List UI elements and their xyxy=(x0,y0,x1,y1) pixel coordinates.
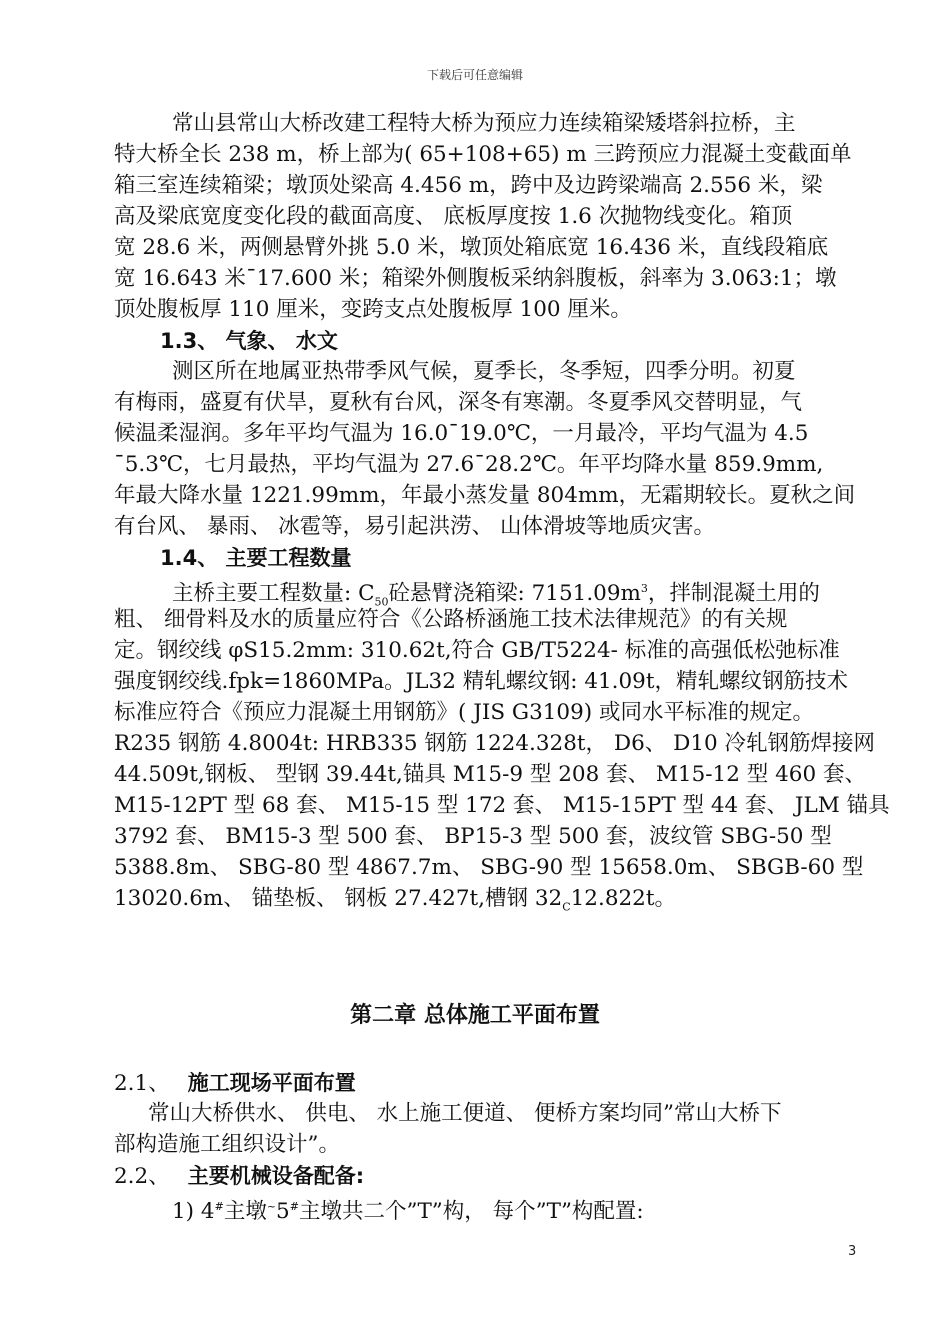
text-fragment: 5 xyxy=(276,1199,290,1225)
superscript: 3 xyxy=(640,582,648,595)
section-title: 施工现场平面布置 xyxy=(187,1071,356,1095)
text-line: 标准应符合《预应力混凝土用钢筋》( JIS G3109) 或同水平标准的规定。 xyxy=(114,700,815,725)
superscript: # xyxy=(289,1200,299,1213)
list-item xyxy=(172,1192,644,1227)
section-heading-1-4: 1.4、 主要工程数量 xyxy=(160,546,352,570)
text-fragment: 砼悬臂浇箱梁: 7151.09m xyxy=(388,581,641,607)
text-line: 顶处腹板厚 110 厘米，变跨支点处腹板厚 100 厘米。 xyxy=(114,297,632,322)
superscript: ~ xyxy=(266,1200,277,1213)
text-line: R235 钢筋 4.8004t: HRB335 钢筋 1224.328t， D6、 D10 冷轧钢筋焊接网 xyxy=(114,731,876,756)
text-line: 宽 16.643 米¯17.600 米；箱梁外侧腹板采纳斜腹板，斜率为 3.063:1；墩 xyxy=(114,266,837,291)
text-line: ¯5.3℃，七月最热，平均气温为 27.6¯28.2℃。年平均降水量 859.9mm, xyxy=(114,452,824,477)
text-line: 特大桥全长 238 m，桥上部为( 65+108+65) m 三跨预应力混凝土变截面单 xyxy=(114,142,852,167)
text-line: 常山大桥供水、 供电、 水上施工便道、 便桥方案均同”常山大桥下 xyxy=(148,1101,782,1126)
section-number: 2.1、 xyxy=(114,1071,170,1096)
text-line: 5388.8m、 SBG-80 型 4867.7m、 SBG-90 型 15658.0m、 SBGB-60 型 xyxy=(114,855,864,880)
section-number: 2.2、 xyxy=(114,1164,170,1189)
text-fragment: ，拌制混凝土用的 xyxy=(647,581,820,607)
text-line: 测区所在地属亚热带季风气候，夏季长，冬季短，四季分明。初夏 xyxy=(172,359,796,384)
text-fragment: 主桥主要工程数量: C xyxy=(172,581,375,607)
text-line: 有梅雨，盛夏有伏旱，夏秋有台风，深冬有寒潮。冬夏季风交替明显，气 xyxy=(114,390,803,415)
text-line: 强度钢绞线.fpk=1860MPa。JL32 精轧螺纹钢: 41.09t，精轧螺纹钢筋技术 xyxy=(114,669,849,694)
text-line: 部构造施工组织设计”。 xyxy=(114,1132,340,1157)
subscript: C xyxy=(562,900,571,914)
text-line: 3792 套、 BM15-3 型 500 套、 BP15-3 型 500 套，波纹管 SBG-50 型 xyxy=(114,824,832,849)
text-fragment: 1) 4 xyxy=(172,1199,215,1225)
section-heading-2-2 xyxy=(114,1161,364,1192)
text-line xyxy=(114,884,676,922)
text-line: 44.509t,钢板、 型钢 39.44t,锚具 M15-9 型 208 套、 M15-12 型 460 套、 xyxy=(114,762,866,787)
text-line: 有台风、 暴雨、 冰雹等，易引起洪涝、 山体滑坡等地质灾害。 xyxy=(114,514,716,539)
text-fragment: 12.822t。 xyxy=(570,886,676,911)
chapter-title: 第二章 总体施工平面布置 xyxy=(350,1003,600,1028)
section-heading-1-3: 1.3、 气象、 水文 xyxy=(160,329,338,353)
text-fragment: 13020.6m、 锚垫板、 钢板 27.427t,槽钢 32 xyxy=(114,886,563,911)
text-line: 候温柔湿润。多年平均气温为 16.0¯19.0℃，一月最冷，平均气温为 4.5 xyxy=(114,421,809,446)
text-line: 定。钢绞线 φS15.2mm: 310.62t,符合 GB/T5224- 标准的高强低松弛标准 xyxy=(114,638,840,663)
page-number: 3 xyxy=(848,1244,857,1259)
text-line: 常山县常山大桥改建工程特大桥为预应力连续箱梁矮塔斜拉桥，主 xyxy=(172,111,796,136)
page-header: 下载后可任意编辑 xyxy=(426,68,523,82)
superscript: # xyxy=(214,1200,224,1213)
text-line: 宽 28.6 米，两侧悬臂外挑 5.0 米，墩顶处箱底宽 16.436 米，直线段箱底 xyxy=(114,235,829,260)
text-line: 年最大降水量 1221.99mm，年最小蒸发量 804mm，无霜期较长。夏秋之间 xyxy=(114,483,856,508)
text-line: 粗、 细骨料及水的质量应符合《公路桥涵施工技术法律规范》的有关规 xyxy=(114,607,788,632)
subscript: 50 xyxy=(374,595,389,609)
section-title: 主要机械设备配备: xyxy=(187,1164,365,1188)
text-fragment: 主墩 xyxy=(223,1199,267,1225)
text-line: M15-12PT 型 68 套、 M15-15 型 172 套、 M15-15PT 型 44 套、 JLM 锚具 xyxy=(114,793,890,818)
text-line: 箱三室连续箱梁；墩顶处梁高 4.456 m，跨中及边跨梁端高 2.556 米，梁 xyxy=(114,173,823,198)
text-fragment: 主墩共二个”T”构， 每个”T”构配置: xyxy=(298,1199,644,1225)
section-heading-2-1 xyxy=(114,1068,356,1099)
text-line: 高及梁底宽度变化段的截面高度、 底板厚度按 1.6 次抛物线变化。箱顶 xyxy=(114,204,793,229)
